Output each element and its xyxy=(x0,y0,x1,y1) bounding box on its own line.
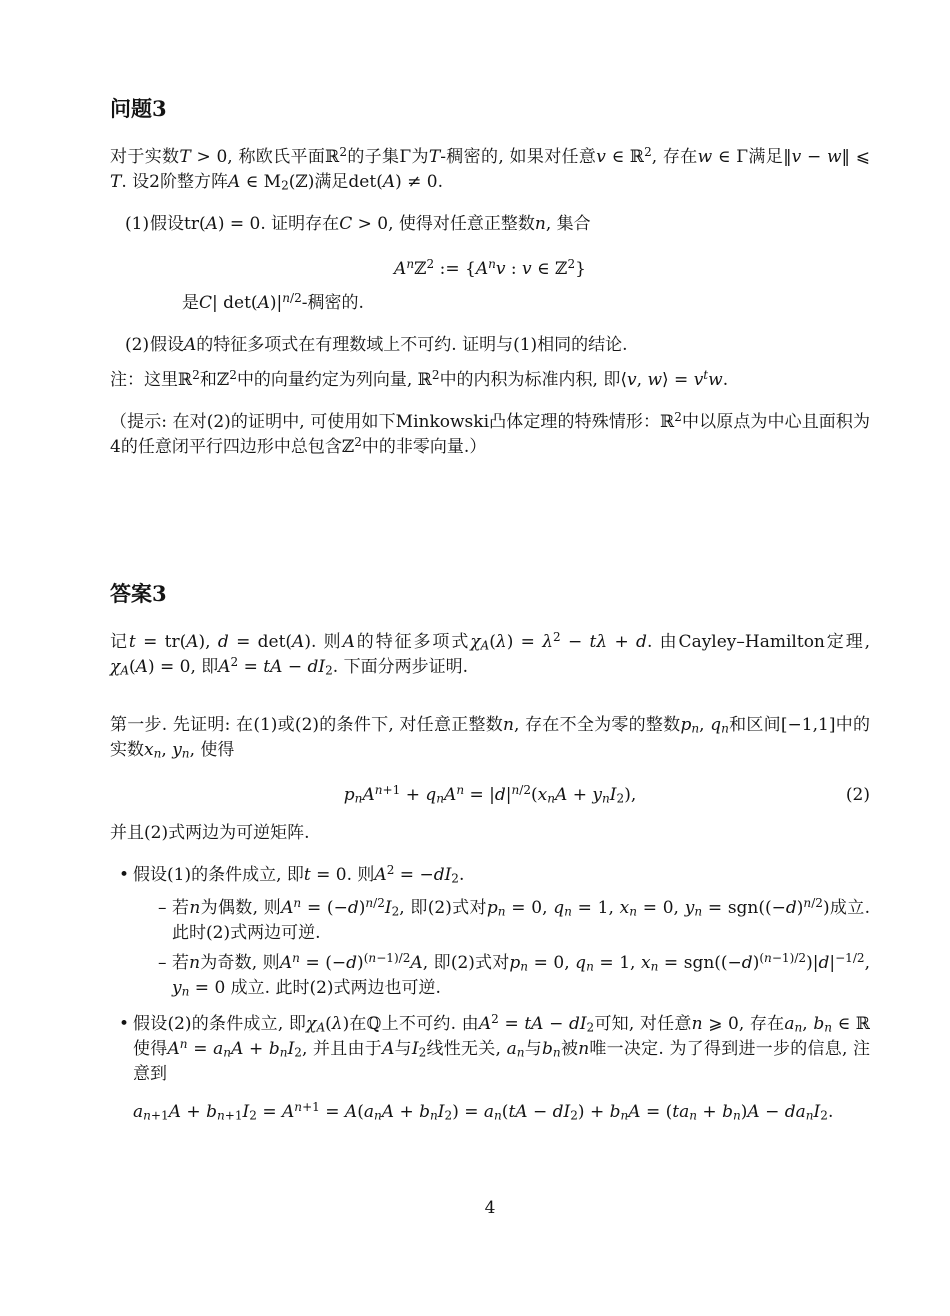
item-2-text: 假设A的特征多项式在有理数域上不可约. 证明与(1)相同的结论. xyxy=(150,335,628,355)
item-1-text: 假设tr(A) = 0. 证明存在C > 0, 使得对任意正整数n, 集合 xyxy=(150,214,591,234)
problem-statement: 对于实数T > 0, 称欧氏平面ℝ$^2$的子集Γ为T-稠密的, 如果对任意v ∈ ℝ$^2$, 存在w ∈ Γ满足‖v − w‖ ⩽ T. 设2阶整方阵A ∈ M2(ℤ)满足det(A) ≠ 0. xyxy=(110,144,871,193)
page-content xyxy=(110,0,870,1127)
subcase-n-even-text: 若n为偶数, 则$A^n = (-d)^{n/2}I2$, 即(2)式对pn = 0, qn = 1, xn = 0, yn = $sgn((-d)^{n/2})$成立. 此时(2)式两边可逆. xyxy=(172,895,871,943)
answer-intro: 记t = tr(A), d = det(A). 则A的特征多项式$\chi A(\lambda) = \lambda^2 - t\lambda + d$. 由Cayley–Hamilton定理, χA(A) = 0, 即$A^2$ = tA − dI2. 下面分两步证明. xyxy=(110,629,871,678)
problem-item-2 xyxy=(110,333,870,358)
bullet-case-1-text: 假设(1)的条件成立, 即t = 0. 则$A^2 = -dI2$. xyxy=(133,862,465,886)
bullet-icon: • xyxy=(119,1014,130,1034)
problem-note: 注：这里ℝ$^2$和ℤ$^2$中的向量约定为列向量, ℝ$^2$中的内积为标准内积, 即⟨v, w⟩ = $v^tw$. xyxy=(110,367,729,390)
subcase-n-odd xyxy=(158,951,870,1001)
answer-step1: 第一步. 先证明: 在(1)或(2)的条件下, 对任意正整数n, 存在不全为零的整数pn, qn和区间[−1,1]中的实数xn, yn, 使得 xyxy=(110,715,870,761)
bullet-case-1 xyxy=(110,863,870,888)
dash-icon: – xyxy=(158,953,167,973)
bullet-case-2-text: 假设(2)的条件成立, 即χA(λ)在ℚ上不可约. 由$A^2$ = tA − dI2可知, 对任意n ⩾ 0, 存在an, bn ∈ ℝ使得$A^n$ = anA + bnI2, 并且由于A与I2线性无关, an与bn被n唯一决定. 为了得到进一步的信息, 注意到 xyxy=(133,1011,871,1084)
answer-after-equation: 并且(2)式两边为可逆矩阵. xyxy=(110,823,310,843)
equation-2-body: $pnA^{n+1} + qnA^n = |d|^{n/2}(xnA + ynI2)$, xyxy=(343,782,637,806)
item-1-label: (1) xyxy=(125,214,150,234)
display-equation-set-definition: $A^nℤ^2$ := {$A^nv$ : v ∈ ℤ$^2$} xyxy=(394,256,586,279)
answer-heading: 答案3 xyxy=(110,581,167,606)
problem-item-1 xyxy=(110,212,870,237)
item-2-label: (2) xyxy=(125,335,150,355)
problem-heading: 问题3 xyxy=(110,96,167,121)
bullet-icon: • xyxy=(119,865,130,885)
display-equation-final: $an+1A + bn+1I2 = A^{n+1} = A(anA + bnI2) = an(tA - dI2)$ + bnA = (tan + bn)A − danI2. xyxy=(133,1099,834,1123)
equation-2-tag: (2) xyxy=(845,785,870,805)
dash-icon: – xyxy=(158,898,167,918)
bullet-case-2 xyxy=(110,1012,870,1087)
page-number: 4 xyxy=(484,1198,496,1218)
problem-hint: （提示: 在对(2)的证明中, 可使用如下Minkowski凸体定理的特殊情形：ℝ$^2$中以原点为中心且面积为4的任意闭平行四边形中总包含ℤ$^2$中的非零向量.） xyxy=(110,409,870,457)
subcase-n-odd-text: 若n为奇数, 则$A^n = (-d)^{(n-1)/2}A$, 即(2)式对pn = 0, qn = 1, xn = $sgn((-d)^{(n-1)/2})|d|^{-1/2}$, yn = 0 成立. 此时(2)式两边也可逆. xyxy=(172,950,870,999)
subcase-n-even xyxy=(158,896,870,946)
item-1-continuation: 是C| $\det(A)|^{n/2}-$稠密的. xyxy=(182,290,364,313)
display-equation-2 xyxy=(110,780,870,810)
